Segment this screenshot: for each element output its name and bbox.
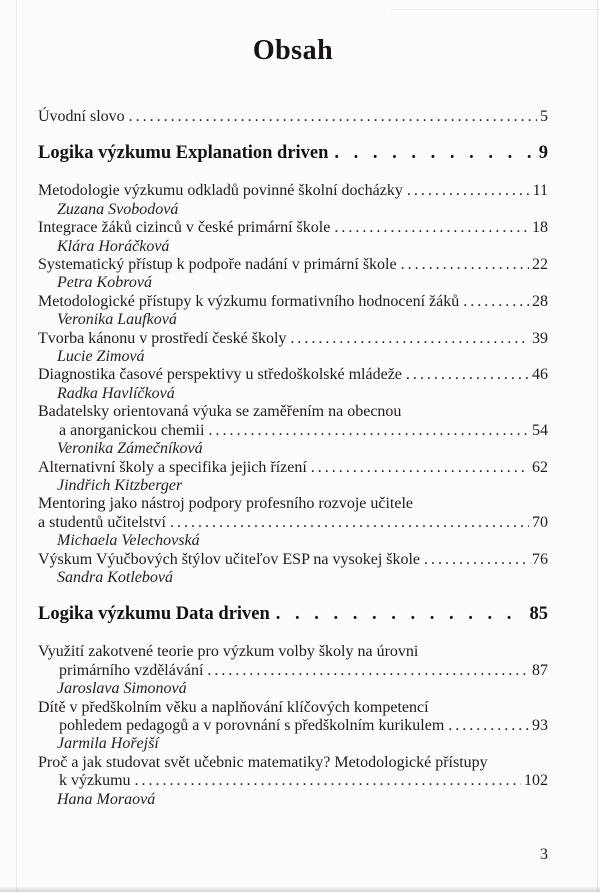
toc-entry-page: 28 bbox=[532, 292, 548, 310]
toc-entry-row bbox=[38, 219, 548, 237]
toc-entry-row bbox=[38, 422, 548, 440]
toc-entry-author: Zuzana Svobodová bbox=[57, 200, 179, 218]
toc-entry-line1: Dítě v předškolním věku a naplňování klíčových kompetencí bbox=[38, 698, 429, 716]
section-page: 85 bbox=[529, 604, 548, 625]
toc-entry-author: Lucie Zimová bbox=[57, 348, 145, 366]
toc-entry-author: Jaroslava Simonová bbox=[57, 680, 187, 698]
scan-edge-left bbox=[16, 0, 17, 892]
toc-entry-line2: pohledem pedagogů a v porovnání s předškolním kurikulem bbox=[59, 716, 445, 734]
toc-entry-author: Veronika Laufková bbox=[57, 311, 177, 329]
dot-leader bbox=[406, 366, 529, 384]
toc-entry-page: 93 bbox=[532, 716, 548, 734]
toc-entry-title: Alternativní školy a specifika jejich řízení bbox=[38, 458, 307, 476]
table-of-contents bbox=[38, 108, 548, 809]
toc-entry-page: 11 bbox=[532, 182, 548, 200]
toc-entry-author: Sandra Kotlebová bbox=[57, 568, 173, 586]
toc-entry-author: Klára Horáčková bbox=[57, 237, 170, 255]
toc-entry-page: 102 bbox=[524, 772, 548, 790]
dot-leader bbox=[424, 551, 529, 569]
toc-entry-row bbox=[38, 717, 548, 735]
section-heading: Logika výzkumu Explanation driven bbox=[38, 143, 329, 164]
page-title: Obsah bbox=[252, 35, 334, 66]
toc-entry-row bbox=[38, 551, 548, 569]
dot-leader bbox=[290, 330, 529, 348]
dot-leader bbox=[207, 662, 529, 680]
toc-front-page: 5 bbox=[540, 108, 548, 125]
toc-entry-row bbox=[38, 256, 548, 274]
toc-entry-page: 76 bbox=[532, 550, 548, 568]
dot-leader bbox=[276, 602, 526, 626]
section-heading: Logika výzkumu Data driven bbox=[38, 604, 270, 625]
toc-entry-author: Michaela Velechovská bbox=[57, 532, 200, 550]
toc-entry-line2: primárního vzdělávání bbox=[59, 661, 204, 679]
toc-entry-title: Metodologické přístupy k výzkumu formativního hodnocení žáků bbox=[38, 292, 460, 310]
toc-entry-title: Integrace žáků cizinců v české primární škole bbox=[38, 219, 331, 237]
toc-entry-line1: Využití zakotvené teorie pro výzkum volby školy na úrovni bbox=[38, 643, 419, 661]
toc-entry-line1: Mentoring jako nástroj podpory profesního rozvoje učitele bbox=[38, 495, 414, 513]
dot-leader bbox=[463, 293, 529, 311]
dot-leader bbox=[311, 459, 529, 477]
toc-entry-title: Diagnostika časové perspektivy u středoškolské mládeže bbox=[38, 366, 402, 384]
toc-entry-author: Jindřich Kitzberger bbox=[57, 476, 183, 494]
toc-entry-author: Hana Moraová bbox=[57, 790, 156, 808]
section-heading-row bbox=[38, 602, 548, 626]
dot-leader bbox=[129, 108, 537, 126]
toc-entry-line1: Badatelsky orientovaná výuka se zaměřením na obecnou bbox=[38, 403, 402, 421]
toc-entry-row bbox=[38, 330, 548, 348]
dot-leader bbox=[334, 141, 534, 165]
scan-edge-right bbox=[597, 0, 598, 892]
dot-leader bbox=[334, 219, 529, 237]
toc-entry-row bbox=[38, 772, 548, 790]
toc-entry-author: Jarmila Hořejší bbox=[57, 735, 159, 753]
toc-entry-row bbox=[38, 514, 548, 532]
toc-entry-page: 62 bbox=[532, 458, 548, 476]
toc-entry-title: Metodologie výzkumu odkladů povinné školní docházky bbox=[38, 182, 403, 200]
toc-entry-title: Systematický přístup k podpoře nadání v primární škole bbox=[38, 256, 397, 274]
toc-entry-author: Petra Kobrová bbox=[57, 274, 152, 292]
toc-entry-page: 18 bbox=[532, 219, 548, 237]
dot-leader bbox=[401, 256, 529, 274]
toc-entry-row bbox=[38, 293, 548, 311]
toc-entry-page: 39 bbox=[532, 329, 548, 347]
toc-entry-author: Veronika Zámečníková bbox=[57, 440, 203, 458]
dot-leader bbox=[208, 422, 529, 440]
toc-entry-row bbox=[38, 662, 548, 680]
toc-entry-title: Výskum Výučbových štýlov učiteľov ESP na vysokej škole bbox=[38, 550, 421, 568]
toc-entry-line1: Proč a jak studovat svět učebnic matematiky? Metodologické přístupy bbox=[38, 753, 488, 771]
toc-entry-page: 22 bbox=[532, 256, 548, 274]
toc-front-row bbox=[38, 108, 548, 126]
section-page: 9 bbox=[538, 143, 548, 164]
toc-entry-page: 46 bbox=[532, 366, 548, 384]
toc-entry-line2: a studentů učitelství bbox=[38, 513, 166, 531]
scan-edge-bottom bbox=[0, 886, 600, 892]
dot-leader bbox=[135, 772, 521, 790]
toc-entry-line2: a anorganickou chemii bbox=[59, 421, 205, 439]
section-heading-row bbox=[38, 141, 548, 165]
toc-entry-title: Tvorba kánonu v prostředí české školy bbox=[38, 329, 287, 347]
toc-entry-page: 70 bbox=[532, 513, 548, 531]
dot-leader bbox=[407, 182, 530, 200]
folio-page-number: 3 bbox=[540, 846, 548, 863]
toc-content bbox=[38, 0, 548, 809]
toc-entry-row bbox=[38, 459, 548, 477]
dot-leader bbox=[448, 717, 529, 735]
toc-front-title: Úvodní slovo bbox=[38, 108, 125, 125]
toc-entry-author: Radka Havlíčková bbox=[57, 384, 175, 402]
toc-entry-page: 87 bbox=[532, 661, 548, 679]
toc-entry-row bbox=[38, 182, 548, 200]
toc-entry-line2: k výzkumu bbox=[59, 772, 131, 790]
toc-entry-page: 54 bbox=[532, 421, 548, 439]
dot-leader bbox=[170, 514, 529, 532]
toc-entry-row bbox=[38, 366, 548, 384]
